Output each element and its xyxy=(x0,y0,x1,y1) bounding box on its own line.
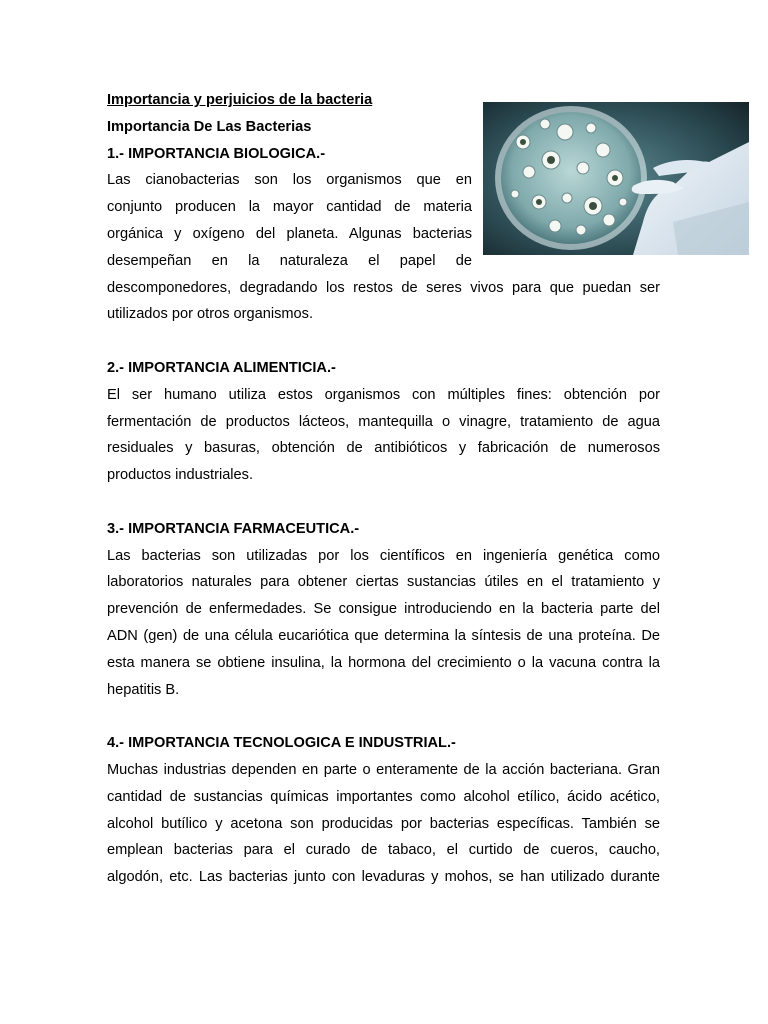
paragraph-line: esta manera se obtiene insulina, la hormona del crecimiento o la vacuna contra la xyxy=(107,654,660,671)
section-heading: 1.- IMPORTANCIA BIOLOGICA.- xyxy=(107,145,326,162)
paragraph-line: fermentación de productos lácteos, mantequilla o vinagre, tratamiento de agua xyxy=(107,413,660,430)
paragraph-line: utilizados por otros organismos. xyxy=(107,306,314,323)
paragraph-spacer xyxy=(107,703,660,730)
paragraph-line: desempeñan en la naturaleza el papel de xyxy=(107,252,472,269)
paragraph-line: productos industriales. xyxy=(107,467,254,484)
paragraph-line: laboratorios naturales para obtener ciertas sustancias útiles en el tratamiento y xyxy=(107,574,660,591)
paragraph-spacer xyxy=(107,489,660,516)
paragraph-line: algodón, etc. Las bacterias junto con levaduras y mohos, se han utilizado durante xyxy=(107,869,660,886)
paragraph-line: conjunto producen la mayor cantidad de materia xyxy=(107,199,472,216)
paragraph-line: El ser humano utiliza estos organismos con múltiples fines: obtención por xyxy=(107,386,660,403)
paragraph-line: cantidad de sustancias químicas importantes como alcohol etílico, ácido acético, xyxy=(107,788,660,805)
paragraph-line: ADN (gen) de una célula eucariótica que determina la síntesis de una proteína. De xyxy=(107,627,660,644)
paragraph-line: descomponedores, degradando los restos de seres vivos para que puedan ser xyxy=(107,279,660,296)
paragraph-line: Las cianobacterias son los organismos que en xyxy=(107,172,472,189)
paragraph-line: hepatitis B. xyxy=(107,681,180,698)
section-heading: 2.- IMPORTANCIA ALIMENTICIA.- xyxy=(107,359,336,376)
paragraph-line: prevención de enfermedades. Se consigue introduciendo en la bacteria parte del xyxy=(107,601,660,618)
paragraph-line: Muchas industrias dependen en parte o enteramente de la acción bacteriana. Gran xyxy=(107,761,660,778)
section-heading: 4.- IMPORTANCIA TECNOLOGICA E INDUSTRIAL.- xyxy=(107,735,456,752)
document-subtitle: Importancia De Las Bacterias xyxy=(107,118,312,135)
section-heading: 3.- IMPORTANCIA FARMACEUTICA.- xyxy=(107,520,360,537)
document-title: Importancia y perjuicios de la bacteria xyxy=(107,92,373,108)
paragraph-line: Las bacterias son utilizadas por los científicos en ingeniería genética como xyxy=(107,547,660,564)
paragraph-spacer xyxy=(107,328,660,355)
paragraph-line: emplean bacterias para el curado de tabaco, el curtido de cueros, caucho, xyxy=(107,842,660,859)
paragraph-line: orgánica y oxígeno del planeta. Algunas bacterias xyxy=(107,225,472,242)
document-body xyxy=(107,87,660,891)
paragraph-line: alcohol butílico y acetona son producidas por bacterias específicas. También se xyxy=(107,815,660,832)
paragraph-line: residuales y basuras, obtención de antibióticos y fabricación de numerosos xyxy=(107,440,660,457)
